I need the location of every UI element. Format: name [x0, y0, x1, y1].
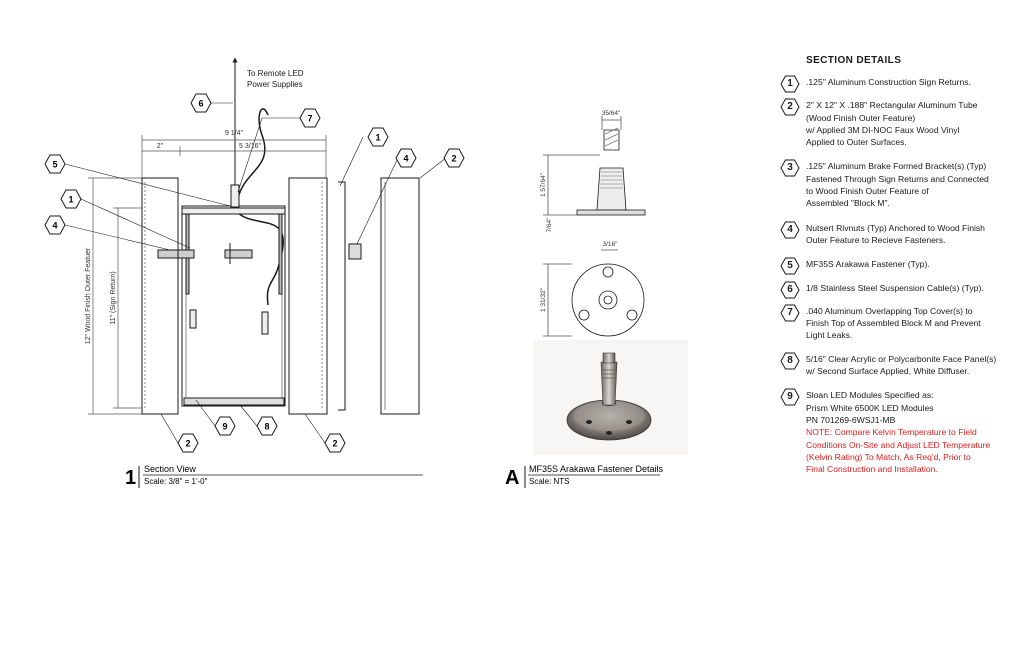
wood-tube-right [381, 178, 419, 414]
detail-item-5 [780, 258, 1020, 270]
detail-item-2 [780, 99, 1020, 148]
detail-line: 5/16" Clear Acrylic or Polycarbonite Face Panel(s) [806, 353, 997, 364]
detail-line: PN 701269-6WSJ1-MB [806, 414, 896, 425]
number-badge [780, 303, 800, 323]
rivnut-left [158, 250, 194, 258]
badge-number: 2 [787, 101, 793, 113]
number-badge [780, 280, 800, 300]
badge-number: 8 [787, 354, 793, 366]
callout-1b: 1 [68, 194, 74, 205]
callout-2c: 2 [332, 438, 338, 449]
led-wire [237, 109, 268, 205]
section-title: Section View [144, 464, 196, 474]
dim-right: 5 3/16" [239, 143, 261, 150]
callout-6: 6 [198, 98, 204, 109]
detail-item-1 [780, 76, 1020, 88]
detail-line: Sloan LED Modules Specified as: [806, 390, 934, 401]
detail-line: Prism White 6500K LED Modules [806, 402, 934, 413]
fastener-dim-base: 7/64" [546, 217, 553, 233]
callout-2: 2 [451, 153, 457, 164]
number-badge [780, 351, 800, 371]
note-line: Conditions On-Site and Adjust LED Temperature [806, 439, 991, 450]
fastener-detail-title: MF35S Arakawa Fastener Details [529, 464, 664, 474]
detail-line: (Wood Finish Outer Feature) [806, 112, 916, 123]
sign-return-right [338, 182, 345, 410]
badge-number: 6 [787, 283, 793, 295]
dim-overall: 9 1/4" [224, 130, 244, 137]
detail-line: Applied to Outer Surfaces. [806, 137, 907, 148]
wood-tube-mid [289, 178, 327, 414]
fastener-photo [533, 340, 688, 455]
detail-line: .125" Aluminum Construction Sign Returns. [806, 77, 971, 87]
fastener-detail [543, 116, 645, 336]
detail-line: Assembled "Block M". [806, 198, 890, 209]
callout-4b: 4 [52, 220, 58, 231]
fastener-title [505, 464, 664, 489]
note-line: (Kelvin Rating) To Match, As Req'd, Prior to [806, 451, 971, 462]
detail-item-3 [780, 160, 1020, 209]
fastener-dim-height: 1 57/64" [540, 173, 547, 197]
detail-line: to Wood Finish Outer Feature of [806, 186, 929, 197]
detail-item-8 [780, 353, 1020, 378]
badge-number: 3 [787, 162, 793, 174]
number-badge [780, 387, 800, 407]
section-details [780, 55, 1020, 475]
section-number: 1 [125, 467, 137, 489]
badge-number: 5 [787, 260, 793, 272]
detail-item-6 [780, 282, 1020, 294]
cable-label-1: To Remote LED [247, 69, 304, 78]
callout-8: 8 [264, 421, 270, 432]
section-details-title: SECTION DETAILS [806, 55, 902, 66]
section-view [142, 58, 419, 414]
callout-5: 5 [52, 159, 58, 170]
detail-line: w/ Applied 3M DI-NOC Faux Wood Vinyl [806, 124, 960, 135]
detail-item-4 [780, 222, 1020, 247]
wood-tube-left [142, 178, 178, 414]
detail-line: Fastened Through Sign Returns and Connected [806, 173, 989, 184]
detail-item-7 [780, 305, 1020, 342]
badge-number: 9 [787, 391, 793, 403]
callout-7: 7 [307, 113, 313, 124]
fastener-letter: A [505, 467, 520, 489]
callout-1: 1 [375, 132, 381, 143]
detail-line: .040 Aluminum Overlapping Top Cover(s) to [806, 305, 973, 316]
detail-line: 1/8 Stainless Steel Suspension Cable(s) (Typ). [806, 282, 984, 293]
fastener-dim-diameter: 1 31/32" [540, 288, 547, 312]
detail-line: 2" X 12" X .188" Rectangular Aluminum Tube [806, 100, 978, 111]
detail-line: .125" Aluminum Brake Formed Bracket(s) (Typ) [806, 161, 987, 172]
sign-return-box [182, 206, 285, 406]
detail-line: Finish Top of Assembled Block M and Prevent [806, 318, 981, 329]
top-cover [182, 208, 285, 214]
section-view-title [125, 464, 423, 489]
cable-label-2: Power Supplies [247, 80, 303, 89]
number-badge [780, 74, 800, 94]
detail-line: w/ Second Surface Applied, White Diffuser. [806, 366, 970, 377]
detail-line: MF35S Arakawa Fastener (Typ). [806, 259, 930, 270]
dim-left: 2" [156, 143, 164, 150]
note-line: Final Construction and Installation. [806, 464, 938, 475]
badge-number: 1 [787, 78, 793, 89]
dim-height-return: 11" (Sign Return) [110, 271, 117, 325]
fastener-dim-width: 35/64" [601, 110, 621, 117]
fastener-scale: Scale: NTS [529, 477, 570, 486]
detail-line: Nutsert Rivnuts (Typ) Anchored to Wood Finish [806, 222, 985, 233]
badge-number: 4 [787, 223, 793, 235]
note-line: NOTE: Compare Kelvin Temperature to Field [806, 427, 977, 438]
detail-line: Light Leaks. [806, 330, 853, 341]
number-badge [780, 256, 800, 276]
number-badge [780, 158, 800, 178]
section-scale: Scale: 3/8" = 1'-0" [144, 477, 208, 486]
dim-height-outer: 12" Wood Finish Outer Featuer [85, 247, 92, 345]
detail-item-9 [780, 389, 1020, 475]
fastener-dim-hole: 3/16" [602, 241, 618, 248]
callout-4: 4 [403, 153, 409, 164]
callout-2b: 2 [185, 438, 191, 449]
detail-line: Outer Feature to Recieve Fasteners. [806, 234, 946, 245]
callout-9: 9 [222, 421, 228, 432]
number-badge [780, 97, 800, 117]
badge-number: 7 [787, 306, 793, 318]
number-badge [780, 220, 800, 240]
